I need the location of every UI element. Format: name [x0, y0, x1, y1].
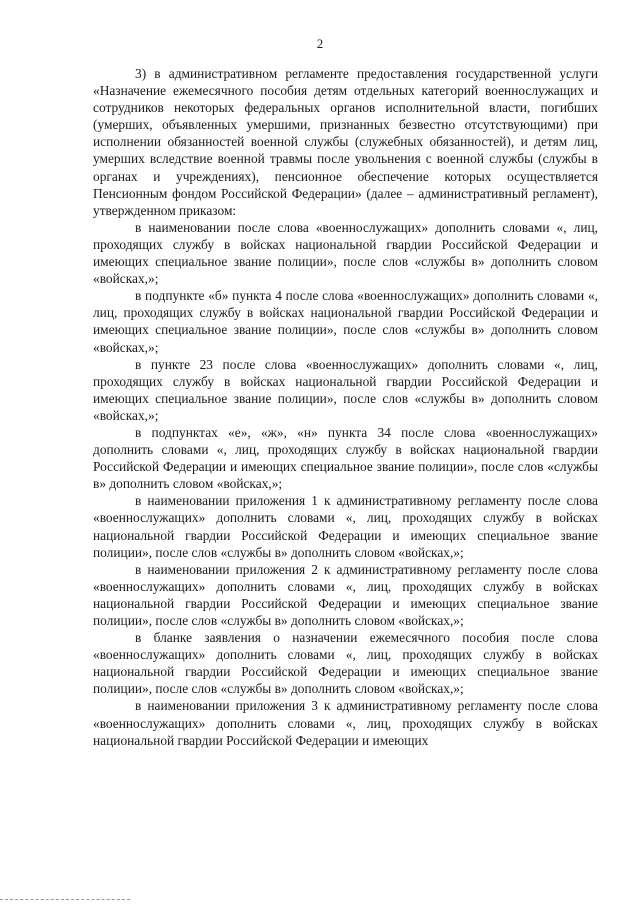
paragraph: 3) в административном регламенте предоставления государственной услуги «Назначение ежемесячного пособия детям отдельных категорий военнослужащих и сотрудников некоторых федеральных органов исполнительной власти, погибших (умерших, объявленных умершими, признанных безвестно отсутствующими) при исполнении обязанностей военной службы (служебных обязанностей), и детям лиц, умерших вследствие военной травмы после увольнения с военной службы (службы в органах и учреждениях), пенсионное обеспечение которых осуществляется Пенсионным фондом Российской Федерации» (далее – административный регламент), утвержденном приказом:	[93, 66, 598, 218]
paragraph: в подпункте «б» пункта 4 после слова «военнослужащих» дополнить словами «, лиц, проходящих службу в войсках национальной гвардии Российской Федерации и имеющих специальное звание полиции», после слов «службы в» дополнить словом «войсках,»;	[93, 288, 598, 355]
footer-rule	[0, 899, 130, 900]
page-number: 2	[316, 36, 324, 51]
paragraph: в наименовании приложения 3 к административному регламенту после слова «военнослужащих» дополнить словами «, лиц, проходящих службу в войсках национальной гвардии Российской Федерации и имеющих	[93, 698, 598, 748]
paragraph: в пункте 23 после слова «военнослужащих» дополнить словами «, лиц, проходящих службу в войсках национальной гвардии Российской Федерации и имеющих специальное звание полиции», после слов «службы в» дополнить словом «войсках,»;	[93, 356, 598, 423]
paragraph: в наименовании приложения 1 к административному регламенту после слова «военнослужащих» дополнить словами «, лиц, проходящих службу в войсках национальной гвардии Российской Федерации и имеющих специальное звание полиции», после слов «службы в» дополнить словом «войсках,»;	[93, 493, 598, 560]
paragraph: в наименовании приложения 2 к административному регламенту после слова «военнослужащих» дополнить словами «, лиц, проходящих службу в войсках национальной гвардии Российской Федерации и имеющих специальное звание полиции», после слов «службы в» дополнить словом «войсках,»;	[93, 561, 598, 628]
document-body	[93, 65, 598, 749]
paragraph: в подпунктах «е», «ж», «н» пункта 34 после слова «военнослужащих» дополнить словами «, лиц, проходящих службу в войсках национальной гвардии Российской Федерации и имеющих специальное звание полиции», после слов «службы в» дополнить словом «войсках,»;	[93, 424, 598, 492]
paragraph: в наименовании после слова «военнослужащих» дополнить словами «, лиц, проходящих службу в войсках национальной гвардии Российской Федерации и имеющих специальное звание полиции», после слов «службы в» дополнить словом «войсках,»;	[93, 219, 598, 287]
paragraph: в бланке заявления о назначении ежемесячного пособия после слова «военнослужащих» дополнить словами «, лиц, проходящих службу в войсках национальной гвардии Российской Федерации и имеющих специальное звание полиции», после слов «службы в» дополнить словом «войсках,»;	[93, 630, 598, 697]
